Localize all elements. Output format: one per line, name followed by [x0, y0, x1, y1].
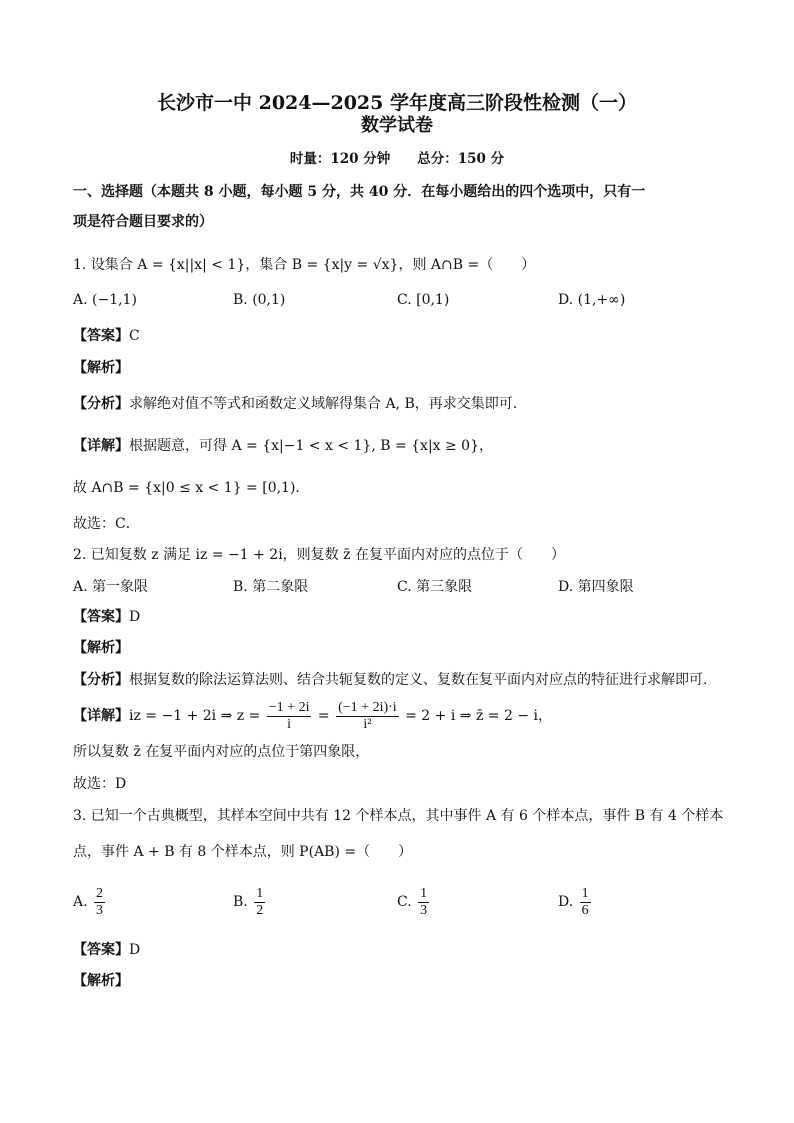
fraction-1 [267, 700, 312, 733]
option-fraction [254, 886, 265, 919]
q3-option-a [73, 884, 107, 920]
q1-conclusion: 故选：C． [73, 516, 140, 532]
fraction-denominator: 3 [420, 902, 428, 918]
fenxi-text: 根据复数的除法运算法则、结合共轭复数的定义、复数在复平面内对应点的特征进行求解即可. [129, 672, 708, 688]
xiangjie-tag: 【详解】 [73, 438, 129, 454]
q1-xiangjie [73, 436, 493, 456]
q3-stem-line1: 3. 已知一个古典概型，其样本空间中共有 12 个样本点，其中事件 A 有 6 个样本点，事件 B 有 4 个样本 [73, 808, 724, 824]
q1-option-a: A. (−1,1) [73, 292, 137, 308]
fraction-denominator: i² [363, 716, 372, 732]
q1-option-d: D. (1,+∞) [558, 292, 626, 308]
option-label: D. [558, 894, 574, 910]
fraction-numerator: 2 [96, 885, 104, 901]
q3-option-d [558, 884, 593, 920]
fraction-2 [336, 700, 399, 733]
q1-answer [73, 326, 140, 346]
q1-solution-line: 故 A∩B = {x|0 ≤ x < 1} = [0,1)． [73, 480, 310, 496]
answer-tag: 【答案】 [73, 942, 129, 958]
option-label: A. [73, 894, 88, 910]
fraction-numerator: −1 + 2i [268, 699, 310, 715]
option-fraction [418, 886, 429, 919]
page-title: 长沙市一中 2024—2025 学年度高三阶段性检测（一） [157, 92, 637, 114]
q2-xiangjie [73, 698, 552, 734]
q2-answer [73, 607, 140, 627]
q1-analysis-tag: 【解析】 [73, 360, 129, 376]
option-fraction [580, 886, 591, 919]
fenxi-tag: 【分析】 [73, 396, 129, 412]
q3-analysis-tag: 【解析】 [73, 973, 129, 989]
fraction-denominator: 2 [256, 902, 264, 918]
q2-analysis-tag: 【解析】 [73, 640, 129, 656]
q1-option-b: B. (0,1) [233, 292, 286, 308]
option-label: C. [397, 894, 412, 910]
fenxi-text: 求解绝对值不等式和函数定义域解得集合 A, B，再求交集即可. [129, 396, 518, 412]
q2-fenxi [73, 670, 707, 690]
answer-value: C [129, 328, 140, 344]
option-fraction [94, 886, 105, 919]
q3-answer [73, 940, 140, 960]
answer-value: D [129, 942, 141, 958]
answer-value: D [129, 609, 141, 625]
xiangjie-part-c: = 2 + i ⇒ z̄ = 2 − i， [405, 708, 552, 724]
q3-stem-line2: 点，事件 A + B 有 8 个样本点，则 P(AB) =（ ） [73, 844, 413, 860]
fraction-denominator: 6 [581, 902, 589, 918]
fraction-denominator: i [287, 716, 292, 732]
section-heading-line1: 一、选择题（本题共 8 小题，每小题 5 分，共 40 分．在每小题给出的四个选项中，只有一 [73, 184, 646, 200]
fraction-numerator: 1 [256, 885, 264, 901]
fraction-numerator: 1 [581, 885, 589, 901]
answer-tag: 【答案】 [73, 328, 129, 344]
option-label: B. [233, 894, 248, 910]
q2-option-c: C. 第三象限 [397, 579, 473, 595]
q2-option-a: A. 第一象限 [73, 579, 149, 595]
q3-option-c [397, 884, 431, 920]
fenxi-tag: 【分析】 [73, 672, 129, 688]
q2-solution-line: 所以复数 z̄ 在复平面内对应的点位于第四象限， [73, 744, 370, 760]
fraction-numerator: (−1 + 2i)·i [338, 699, 397, 715]
exam-meta: 时量：120 分钟 总分：150 分 [289, 151, 505, 167]
fraction-numerator: 1 [420, 885, 428, 901]
q1-option-c: C. [0,1) [397, 292, 450, 308]
q2-conclusion: 故选：D [73, 776, 127, 792]
q2-option-d: D. 第四象限 [558, 579, 634, 595]
xiangjie-text: 根据题意，可得 A = {x|−1 < x < 1}, B = {x|x ≥ 0}， [129, 438, 493, 454]
q1-fenxi [73, 394, 517, 414]
q2-stem: 2. 已知复数 z 满足 iz = −1 + 2i，则复数 z̄ 在复平面内对应的点位于（ ） [73, 547, 565, 563]
xiangjie-part-a: iz = −1 + 2i ⇒ z = [129, 708, 261, 724]
xiangjie-part-b: = [317, 708, 330, 724]
q1-stem: 1. 设集合 A = {x||x| < 1}，集合 B = {x|y = √x}，则 A∩B =（ ） [73, 257, 536, 273]
q3-option-b [233, 884, 267, 920]
page-subtitle: 数学试卷 [361, 115, 433, 136]
q2-option-b: B. 第二象限 [233, 579, 309, 595]
fraction-denominator: 3 [96, 902, 104, 918]
answer-tag: 【答案】 [73, 609, 129, 625]
section-heading-line2: 项是符合题目要求的） [73, 214, 213, 230]
xiangjie-tag: 【详解】 [73, 708, 129, 724]
